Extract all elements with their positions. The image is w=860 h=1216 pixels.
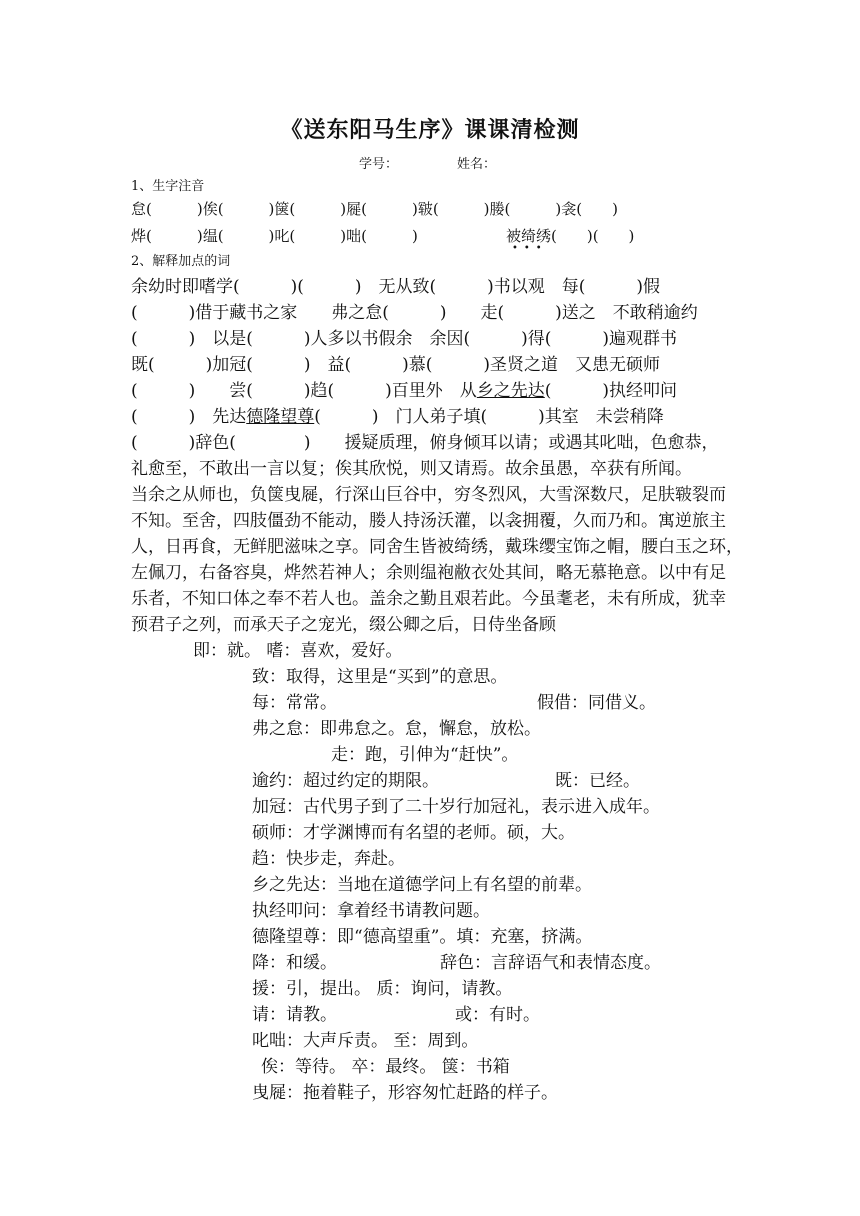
- answer-line: 即：就。 嗜：喜欢，爱好。: [193, 641, 403, 661]
- text-line-1: 余幼时即嗜学( )( ) 无从致( )书以观 每( )假: [131, 277, 661, 297]
- answer-line: 趋：快步走，奔赴。: [252, 849, 405, 869]
- answer-line: 既：已经。: [555, 771, 640, 791]
- page-title: 《送东阳马生序》课课清检测: [280, 117, 580, 143]
- text-line-6: ( ) 先达德隆望尊( ) 门人弟子填( )其室 未尝稍降: [131, 407, 664, 427]
- answer-line: 执经叩问：拿着经书请教问题。: [252, 901, 490, 921]
- text-line-7: ( )辞色( ) 援疑质理，俯身倾耳以请；或遇其叱咄，色愈恭，: [131, 433, 719, 453]
- answer-line: 俟：等待。 卒：最终。 箧：书箱: [261, 1057, 510, 1077]
- answer-line: 硕师：才学渊博而有名望的老师。硕，大。: [252, 823, 575, 843]
- text-line-8: 礼愈至，不敢出一言以复；俟其欣悦，则又请焉。故余虽愚，卒获有所闻。: [131, 459, 692, 479]
- answer-line: 弗之怠：即弗怠之。怠，懈怠，放松。: [252, 719, 541, 739]
- text-line-14: 预君子之列，而承天子之宠光，缀公卿之后，日侍坐备顾: [131, 615, 556, 635]
- student-number-label: 学号：: [359, 157, 399, 172]
- answer-line: 援：引，提出。 质：询问，请教。: [252, 979, 513, 999]
- pinyin-row-1: 怠( )俟( )箧( )屣( )皲( )媵( )衾( ): [131, 200, 618, 218]
- text-line-5: ( ) 尝( )趋( )百里外 从乡之先达( )执经叩问: [131, 381, 678, 401]
- pinyin-row-2-phrase: 被绮绣( )( ): [506, 227, 635, 245]
- answer-line: 辞色：言辞语气和表情态度。: [440, 953, 661, 973]
- answer-line: 走：跑，引伸为“赶快”。: [331, 745, 519, 765]
- text-line-9: 当余之从师也，负箧曳屣，行深山巨谷中，穷冬烈风，大雪深数尺，足肤皲裂而: [131, 485, 726, 505]
- underlined-term: 德隆望尊: [246, 407, 315, 427]
- text-line-2: ( )借于藏书之家 弗之怠( ) 走( )送之 不敢稍逾约: [131, 303, 698, 323]
- section1-heading: 1、生字注音: [131, 179, 205, 194]
- answer-line: 致：取得，这里是“买到”的意思。: [252, 667, 508, 687]
- text-line-13: 乐者，不知口体之奉不若人也。盖余之勤且艰若此。今虽耄老，未有所成，犹幸: [131, 589, 726, 609]
- emphasis-dots: •••: [512, 243, 548, 254]
- answer-line: 或：有时。: [455, 1005, 540, 1025]
- answer-line: 德隆望尊：即“德高望重”。填：充塞，挤满。: [252, 927, 593, 947]
- answer-line: 加冠：古代男子到了二十岁行加冠礼，表示进入成年。: [252, 797, 660, 817]
- underlined-term: 乡之先达: [476, 381, 545, 401]
- answer-line: 每：常常。: [252, 693, 337, 713]
- pinyin-row-2: 烨( )缊( )叱( )咄( ): [131, 227, 418, 245]
- student-name-label: 姓名：: [457, 157, 497, 172]
- text-line-11: 人，日再食，无鲜肥滋味之享。同舍生皆被绮绣，戴珠缨宝饰之帽，腰白玉之环，: [131, 537, 743, 557]
- text-line-3: ( ) 以是( )人多以书假余 余因( )得( )遍观群书: [131, 329, 678, 349]
- text-line-4: 既( )加冠( ) 益( )慕( )圣贤之道 又患无硕师: [131, 355, 661, 375]
- answer-line: 曳屣：拖着鞋子，形容匆忙赶路的样子。: [252, 1083, 558, 1103]
- section2-heading: 2、解释加点的词: [131, 254, 231, 269]
- text-line-12: 左佩刀，右备容臭，烨然若神人；余则缊袍敝衣处其间，略无慕艳意。以中有足: [131, 563, 726, 583]
- answer-line: 假借：同借义。: [537, 693, 656, 713]
- text-line-10: 不知。至舍，四肢僵劲不能动，媵人持汤沃灌，以衾拥覆，久而乃和。寓逆旅主: [131, 511, 726, 531]
- answer-line: 请：请教。: [252, 1005, 337, 1025]
- answer-line: 降：和缓。: [252, 953, 337, 973]
- answer-line: 叱咄：大声斥责。 至：周到。: [252, 1031, 479, 1051]
- answer-line: 乡之先达：当地在道德学问上有名望的前辈。: [252, 875, 592, 895]
- answer-line: 逾约：超过约定的期限。: [252, 771, 439, 791]
